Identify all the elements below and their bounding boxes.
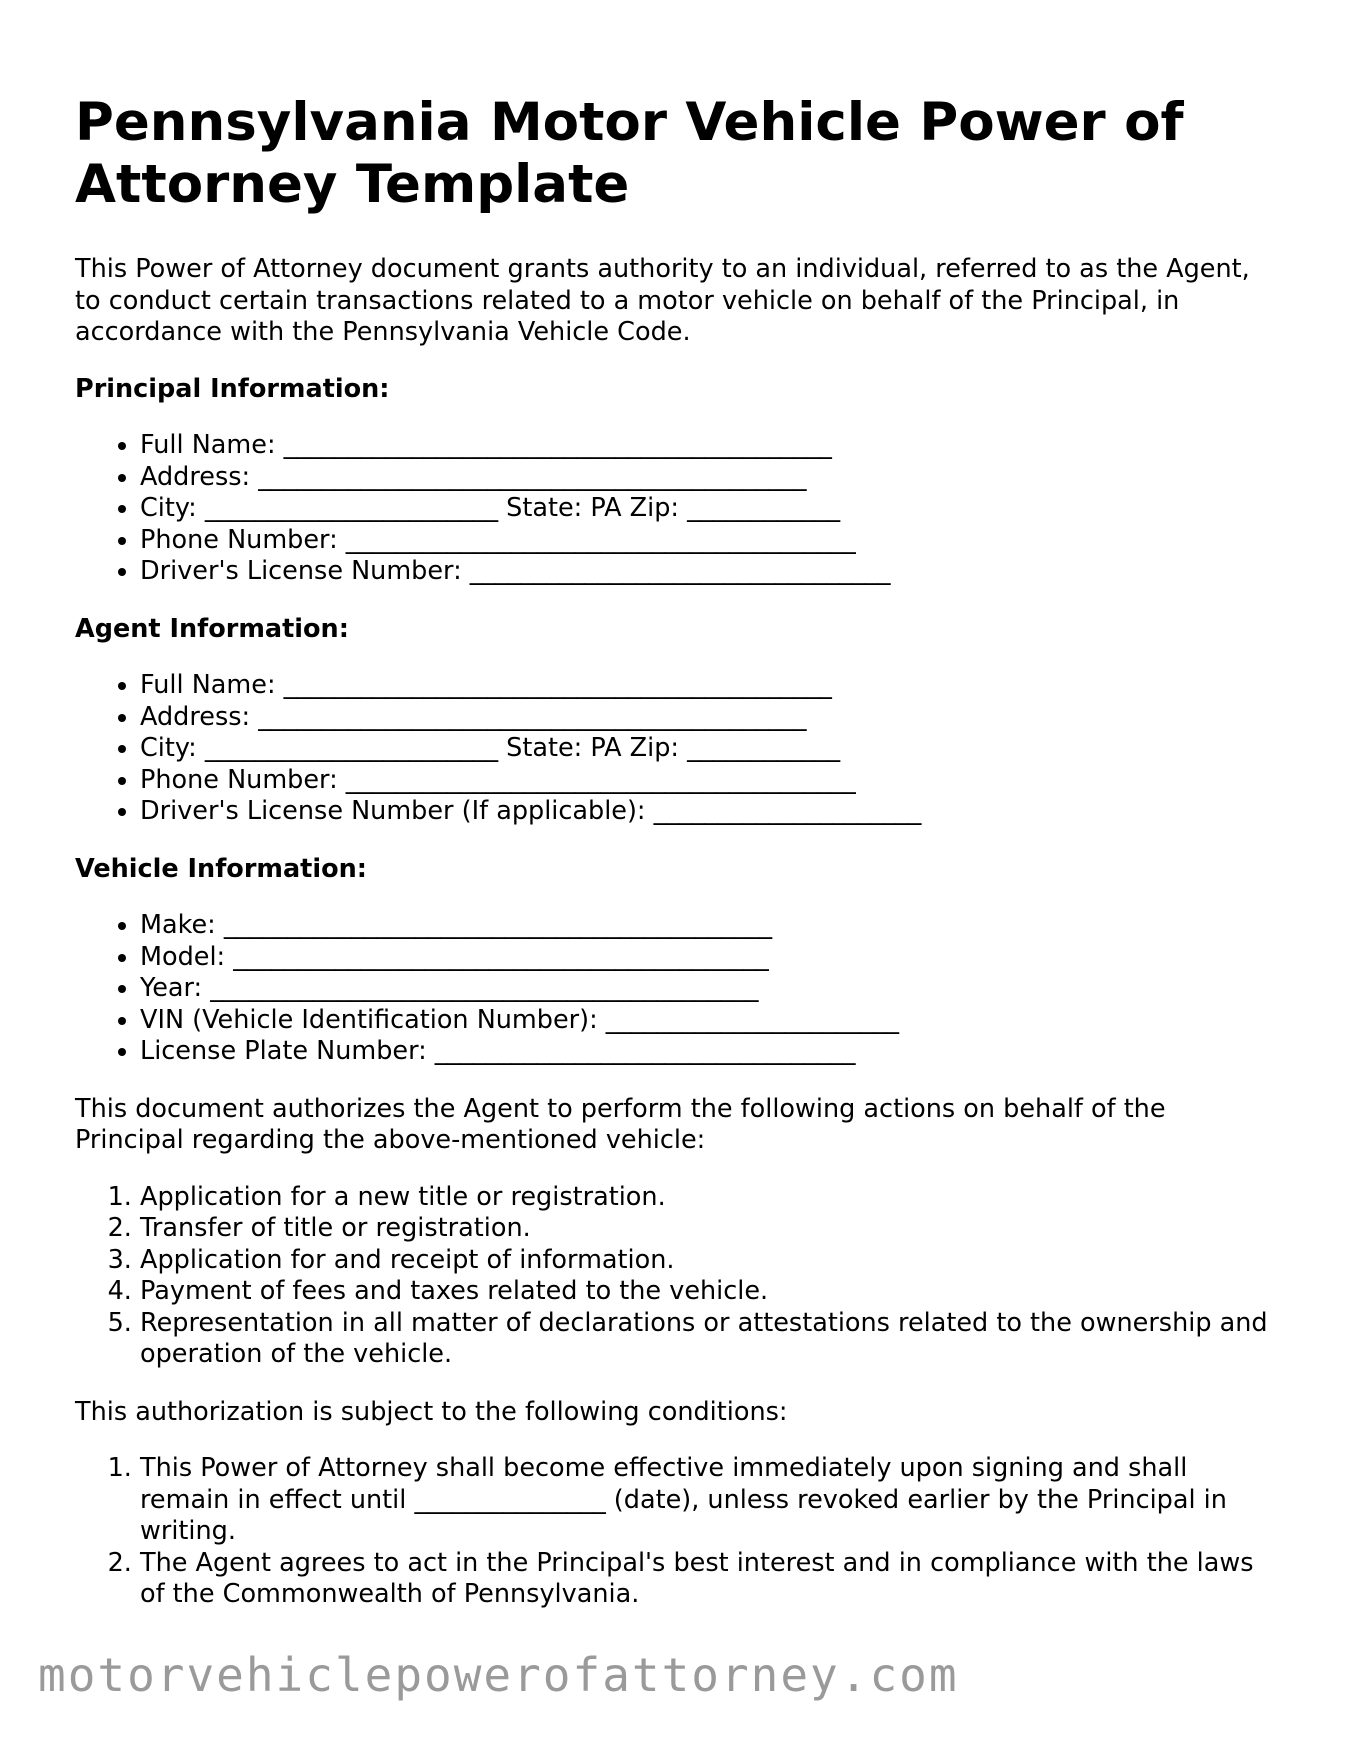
conditions-intro: This authorization is subject to the following conditions:: [75, 1396, 788, 1427]
principal-heading: Principal Information:: [75, 373, 390, 404]
authorization-item: 5. Representation in all matter of declarations or attestations related to the ownership and operation of the vehicle.: [140, 1308, 1275, 1371]
principal-address: • Address: ___________________________________________: [140, 462, 1275, 494]
document-title: Pennsylvania Motor Vehicle Power of Attorney Template: [75, 92, 1184, 215]
conditions-list: [75, 1453, 1275, 1611]
vehicle-list: [75, 910, 1275, 1068]
document-page: [75, 92, 1275, 1637]
vehicle-plate: • License Plate Number: _________________________________: [140, 1036, 1275, 1068]
principal-list: [75, 430, 1275, 588]
agent-address: • Address: ___________________________________________: [140, 702, 1275, 734]
authorization-list: [75, 1182, 1275, 1371]
principal-city-state-zip: • City: _______________________ State: PA Zip: ____________: [140, 493, 1275, 525]
authorization-item: 1. Application for a new title or registration.: [140, 1182, 1275, 1214]
principal-phone: • Phone Number: ________________________________________: [140, 525, 1275, 557]
principal-full-name: • Full Name: ___________________________________________: [140, 430, 1275, 462]
authorization-item: 3. Application for and receipt of information.: [140, 1245, 1275, 1277]
agent-phone: • Phone Number: ________________________________________: [140, 765, 1275, 797]
authorization-intro: This document authorizes the Agent to perform the following actions on behalf of the Principal regarding the above-mentioned vehicle:: [75, 1093, 1166, 1155]
agent-city-state-zip: • City: _______________________ State: PA Zip: ____________: [140, 733, 1275, 765]
agent-list: [75, 670, 1275, 828]
vehicle-make: • Make: ___________________________________________: [140, 910, 1275, 942]
authorization-item: 2. Transfer of title or registration.: [140, 1213, 1275, 1245]
authorization-item: 4. Payment of fees and taxes related to the vehicle.: [140, 1276, 1275, 1308]
vehicle-vin: • VIN (Vehicle Identification Number): _______________________: [140, 1005, 1275, 1037]
watermark: motorvehiclepowerofattorney.com: [38, 1648, 959, 1702]
agent-full-name: • Full Name: ___________________________________________: [140, 670, 1275, 702]
condition-item: 1. This Power of Attorney shall become effective immediately upon signing and shall remain in effect until _______________ (date), unless revoked earlier by the Principal in writing.: [140, 1453, 1275, 1548]
agent-heading: Agent Information:: [75, 613, 349, 644]
principal-license: • Driver's License Number: _________________________________: [140, 556, 1275, 588]
vehicle-model: • Model: __________________________________________: [140, 942, 1275, 974]
intro-paragraph: This Power of Attorney document grants authority to an individual, referred to as the Agent, to conduct certain transactions related to a motor vehicle on behalf of the Principal, in accordance with the Pennsylvania Vehicle Code.: [75, 254, 1250, 347]
condition-item: 2. The Agent agrees to act in the Principal's best interest and in compliance with the laws of the Commonwealth of Pennsylvania.: [140, 1548, 1275, 1611]
vehicle-year: • Year: ___________________________________________: [140, 973, 1275, 1005]
vehicle-heading: Vehicle Information:: [75, 853, 367, 884]
agent-license: • Driver's License Number (If applicable): _____________________: [140, 796, 1275, 828]
